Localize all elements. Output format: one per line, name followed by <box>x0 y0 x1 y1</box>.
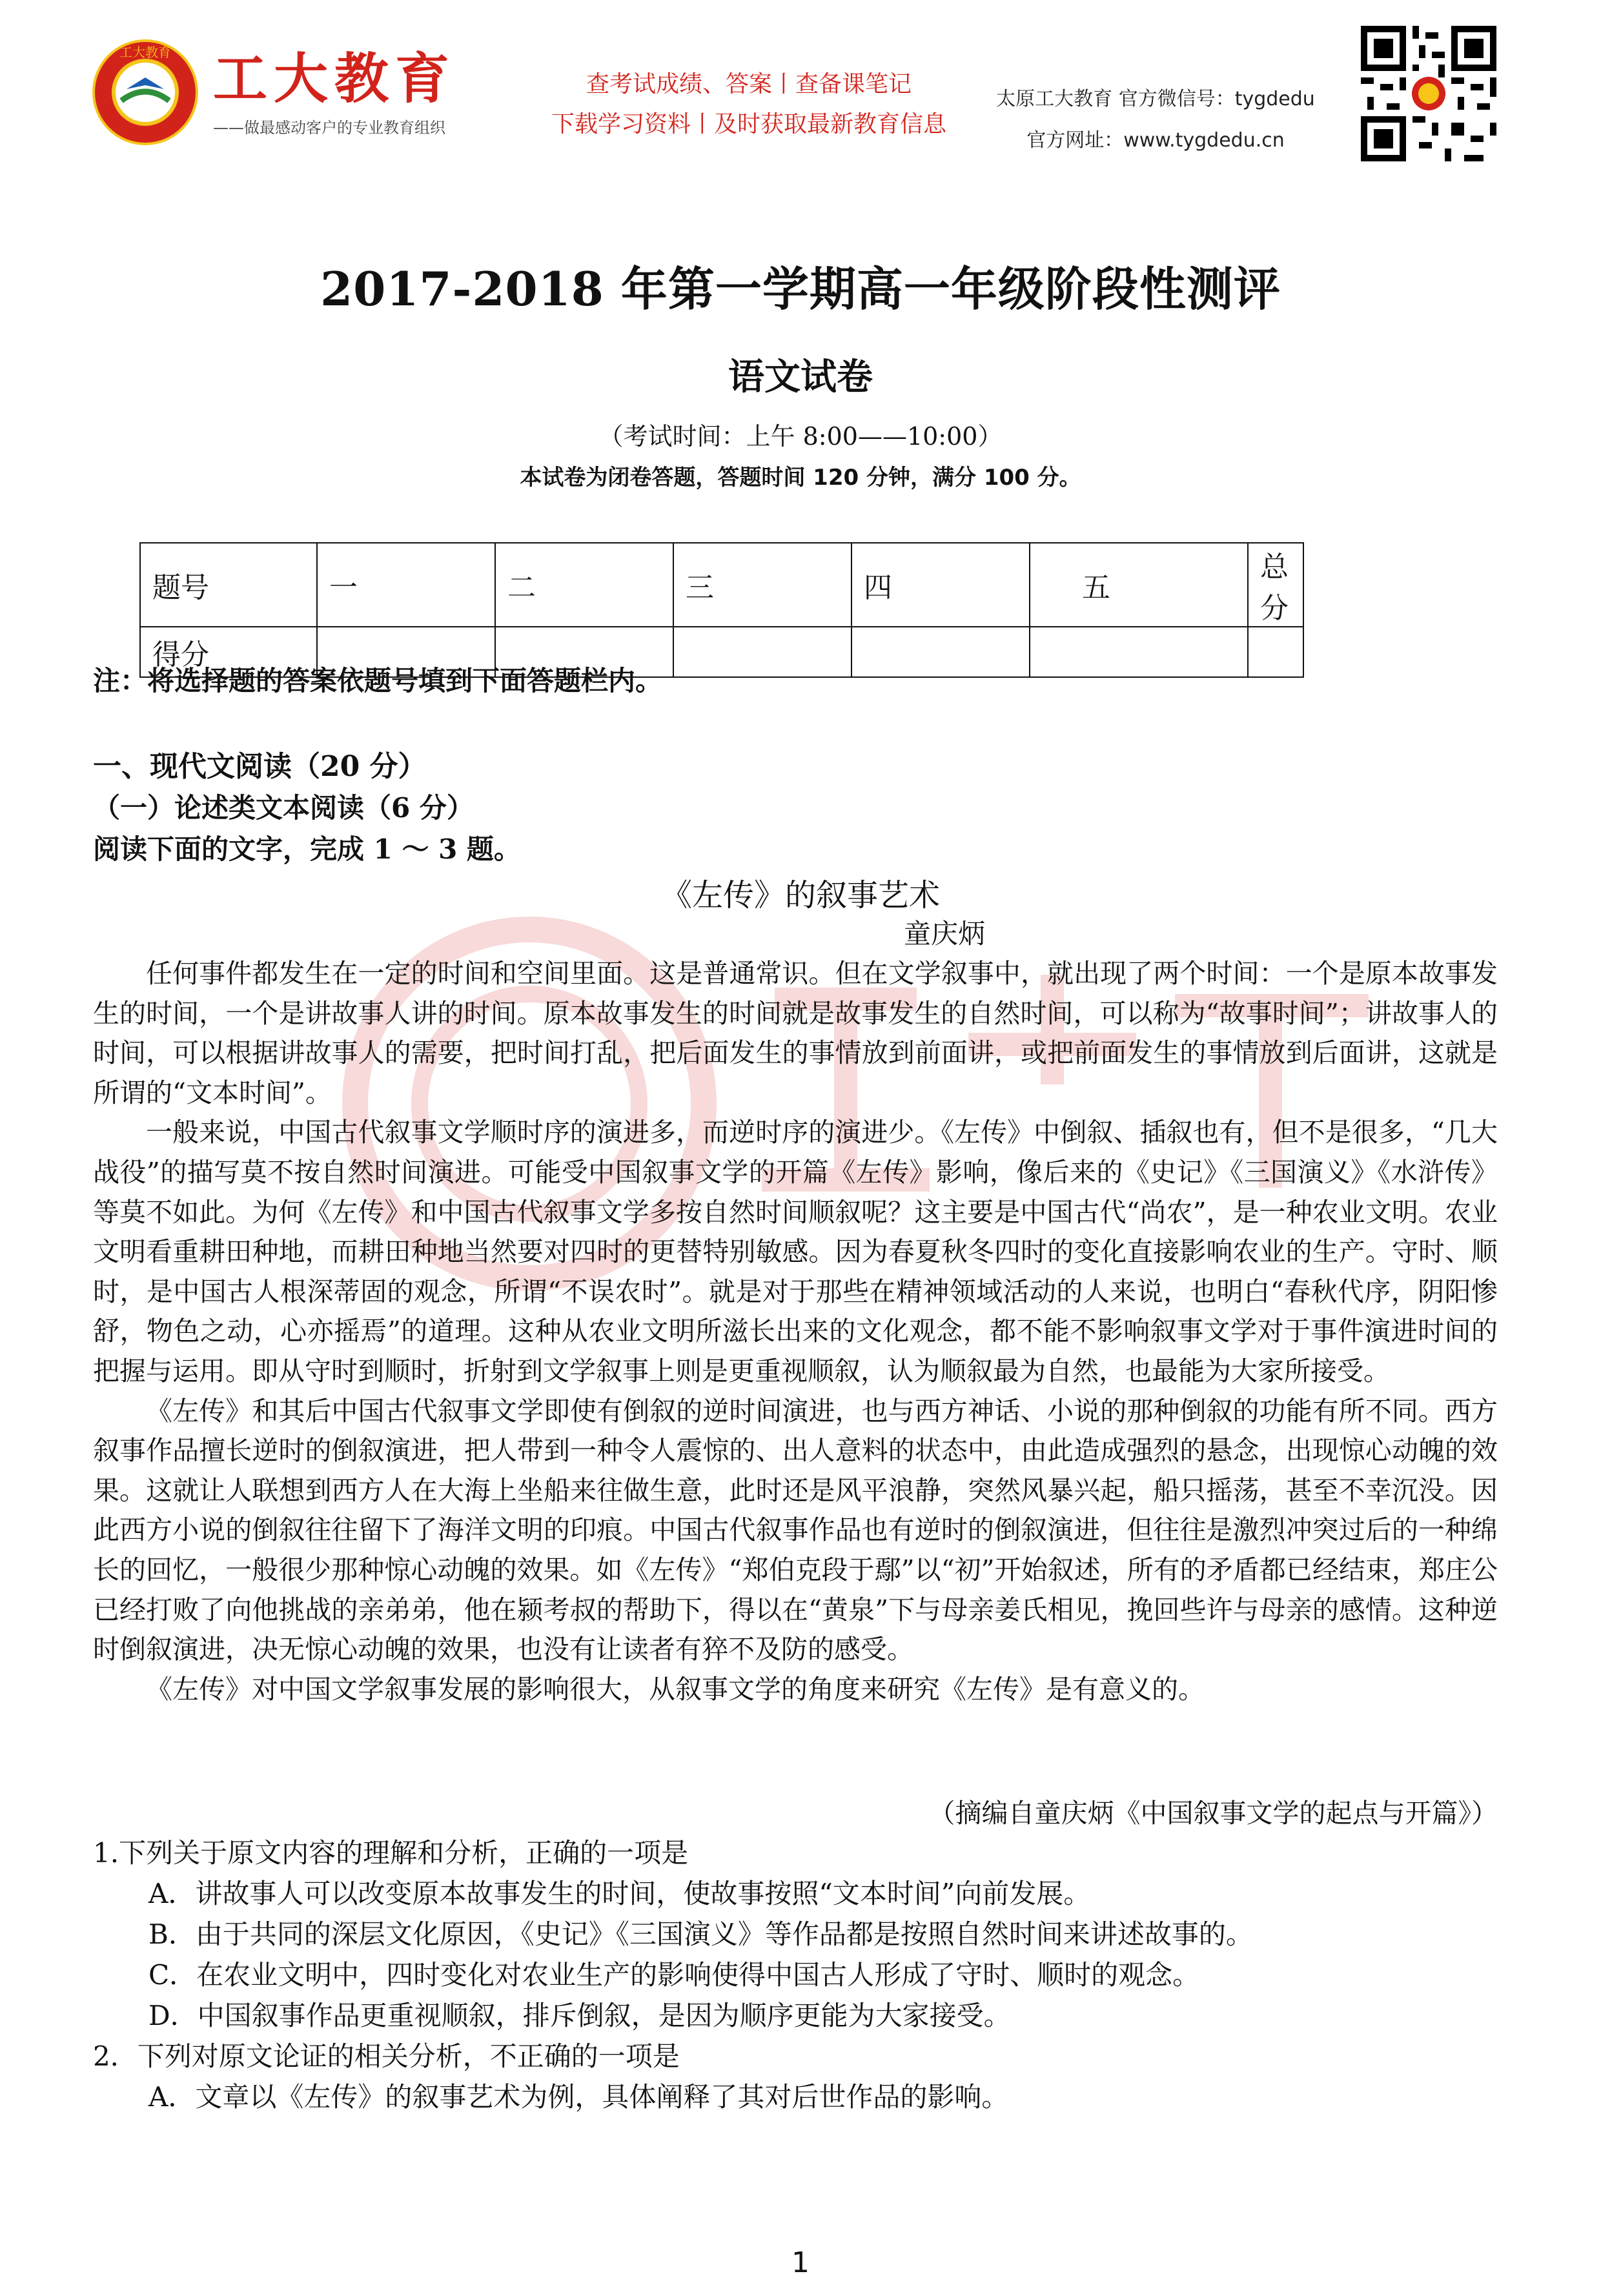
question-2-option-a: A．文章以《左传》的叙事艺术为例，具体阐释了其对后世作品的影响。 <box>148 2081 1009 2113</box>
exam-time: （考试时间：上午 8:00——10:00） <box>598 422 1003 451</box>
question-1-option-a: A．讲故事人可以改变原本故事发生的时间，使故事按照“文本时间”向前发展。 <box>148 1878 1091 1909</box>
score-cell-header: 总分 <box>1248 543 1303 627</box>
brand-name: 工大教育 <box>213 47 456 110</box>
question-1-option-b: B．由于共同的深层文化原因，《史记》《三国演义》等作品都是按照自然时间来讲述故事的。 <box>148 1918 1253 1950</box>
promo-block <box>529 65 968 145</box>
section-heading: 一、现代文阅读（20 分） <box>93 750 427 783</box>
question-1-stem: 1.下列关于原文内容的理解和分析，正确的一项是 <box>93 1837 689 1869</box>
qr-code-icon <box>1361 26 1496 161</box>
question-2-stem: 2．下列对原文论证的相关分析，不正确的一项是 <box>93 2040 680 2072</box>
subsection-heading: （一）论述类文本阅读（6 分） <box>93 792 474 824</box>
school-logo-icon <box>90 37 200 147</box>
score-cell-header: 二 <box>495 543 673 627</box>
reading-instruction: 阅读下面的文字，完成 1 ～ 3 题。 <box>93 833 521 865</box>
score-cell-label: 得分 <box>140 627 317 677</box>
article-source: （摘编自童庆炳《中国叙事文学的起点与开篇》） <box>928 1798 1498 1829</box>
article-paragraph: 任何事件都发生在一定的时间和空间里面。这是普通常识。但在文学叙事中，就出现了两个时间：一个是原本故事发生的时间，一个是讲故事人讲的时间。原本故事发生的时间就是故事发生的自然时间，可以称为“故事时间”；讲故事人的时间，可以根据讲故事人的需要，把时间打乱，把后面发生的事情放到前面讲，或把前面发生的事情放到后面讲，这就是所谓的“文本时间”。 <box>93 958 1498 1108</box>
website-url: 官方网址：www.tygdedu.cn <box>1026 129 1285 152</box>
article-author: 童庆炳 <box>904 918 986 950</box>
exam-subtitle: 语文试卷 <box>728 356 873 398</box>
score-cell-header: 四 <box>851 543 1030 627</box>
question-1-option-d: D．中国叙事作品更重视顺叙，排斥倒叙，是因为顺序更能为大家接受。 <box>148 2000 1011 2031</box>
score-table-header-row <box>140 543 1303 627</box>
brand-slogan: ——做最感动客户的专业教育组织 <box>213 119 445 137</box>
promo-line-1: 查考试成绩、答案丨查备课笔记 <box>586 71 912 97</box>
score-table <box>139 542 1304 678</box>
contact-block <box>981 79 1330 161</box>
promo-line-2: 下载学习资料丨及时获取最新教育信息 <box>551 111 946 137</box>
brand-block <box>213 47 456 137</box>
exam-rule: 本试卷为闭卷答题，答题时间 120 分钟，满分 100 分。 <box>520 465 1081 491</box>
article-paragraph: 《左传》和其后中国古代叙事文学即使有倒叙的逆时间演进，也与西方神话、小说的那种倒叙的功能有所不同。西方叙事作品擅长逆时的倒叙演进，把人带到一种令人震惊的、出人意料的状态中，由此造成强烈的悬念，出现惊心动魄的效果。这就让人联想到西方人在大海上坐船来往做生意，此时还是风平浪静，突然风暴兴起，船只摇荡，甚至不幸沉没。因此西方小说的倒叙往往留下了海洋文明的印痕。中国古代叙事作品也有逆时的倒叙演进，但往往是激烈冲突过后的一种绵长的回忆，一般很少那种惊心动魄的效果。如《左传》“郑伯克段于鄢”以“初”开始叙述，所有的矛盾都已经结束，郑庄公已经打败了向他挑战的亲弟弟，他在颍考叔的帮助下，得以在“黄泉”下与母亲姜氏相见，挽回些许与母亲的感情。这种逆时倒叙演进，决无惊心动魄的效果，也没有让读者有猝不及防的感受。 <box>93 1395 1498 1665</box>
score-cell-header: 一 <box>317 543 495 627</box>
exam-title: 2017-2018 年第一学期高一年级阶段性测评 <box>320 261 1281 316</box>
page-number: 1 <box>791 2246 810 2279</box>
wechat-id: 太原工大教育 官方微信号：tygdedu <box>996 88 1315 110</box>
article-body <box>93 954 1498 1709</box>
logo-text: 工大教育 <box>119 45 171 60</box>
score-cell-label: 题号 <box>140 543 317 627</box>
article-paragraph: 《左传》对中国文学叙事发展的影响很大，从叙事文学的角度来研究《左传》是有意义的。 <box>146 1673 1205 1705</box>
article-paragraph: 一般来说，中国古代叙事文学顺时序的演进多，而逆时序的演进少。《左传》中倒叙、插叙也有，但不是很多，“几大战役”的描写莫不按自然时间演进。可能受中国叙事文学的开篇《左传》影响，像后来的《史记》《三国演义》《水浒传》等莫不如此。为何《左传》和中国古代叙事文学多按自然时间顺叙呢？这主要是中国古代“尚农”，是一种农业文明。农业文明看重耕田种地，而耕田种地当然要对四时的更替特别敏感。因为春夏秋冬四时的变化直接影响农业的生产。守时、顺时，是中国古人根深蒂固的观念，所谓“不误农时”。就是对于那些在精神领域活动的人来说，也明白“春秋代序，阴阳惨舒，物色之动，心亦摇焉”的道理。这种从农业文明所滋长出来的文化观念，都不能不影响叙事文学对于事件演进时间的把握与运用。即从守时到顺时，折射到文学叙事上则是更重视顺叙，认为顺叙最为自然，也最能为大家所接受。 <box>93 1117 1498 1387</box>
question-1-option-c: C．在农业文明中，四时变化对农业生产的影响使得中国古人形成了守时、顺时的观念。 <box>148 1959 1200 1991</box>
article-title: 《左传》的叙事艺术 <box>660 877 940 913</box>
score-cell-header: 三 <box>673 543 851 627</box>
header-banner <box>0 0 1601 174</box>
score-cell-header: 五 <box>1030 543 1248 627</box>
answer-note: 注：将选择题的答案依题号填到下面答题栏内。 <box>93 665 663 696</box>
